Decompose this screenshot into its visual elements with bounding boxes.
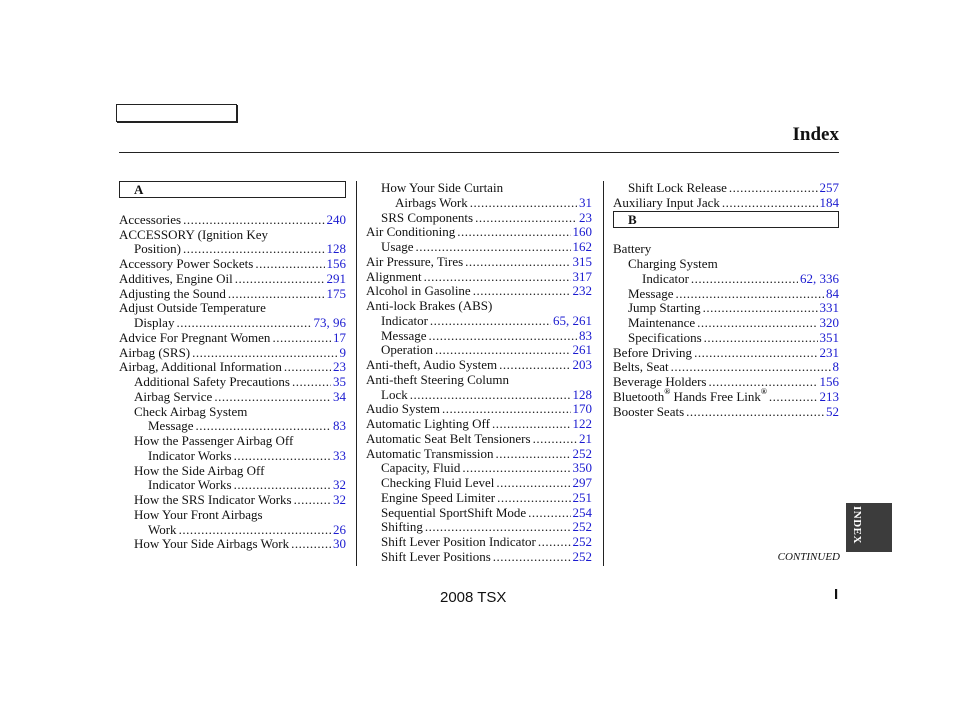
index-entry[interactable] — [366, 550, 592, 565]
dot-leader — [528, 506, 570, 521]
dot-leader — [183, 213, 324, 228]
index-entry[interactable] — [366, 358, 592, 373]
dot-leader — [192, 346, 337, 361]
index-entry-page-link[interactable]: 291 — [326, 270, 346, 286]
index-entry-page-link[interactable]: 160 — [572, 224, 592, 240]
index-entry-page-link[interactable]: 35 — [333, 374, 346, 389]
index-entry-page-link[interactable]: 156 — [326, 256, 346, 271]
index-column-2 — [366, 181, 592, 565]
index-entry-page-link[interactable]: 8 — [832, 359, 839, 375]
index-entry-term: Charging System — [628, 256, 718, 271]
index-entry-term: Shift Lever Position Indicator — [381, 534, 536, 549]
dot-leader — [292, 375, 331, 390]
index-entry-page-link[interactable]: 315 — [572, 253, 592, 269]
index-entry-term: How Your Side Airbags Work — [134, 536, 290, 552]
index-entry[interactable] — [366, 491, 592, 506]
index-entry-term: Additives, Engine Oil — [119, 270, 233, 286]
dot-leader — [499, 358, 570, 373]
index-entry[interactable] — [366, 461, 592, 476]
dot-leader — [538, 535, 571, 550]
index-entry-term: Anti-lock Brakes (ABS) — [366, 298, 493, 313]
index-entry[interactable] — [613, 287, 839, 302]
index-entry-term: Indicator Works — [148, 447, 232, 463]
index-entry-term: Belts, Seat — [613, 359, 669, 375]
index-entry[interactable] — [119, 537, 346, 552]
index-entry-term: Auxiliary Input Jack — [613, 194, 720, 210]
index-entry-term: Lock — [381, 386, 408, 402]
index-entry[interactable] — [366, 270, 592, 285]
dot-leader — [722, 196, 818, 211]
index-entry-term: Sequential SportShift Mode — [381, 504, 527, 520]
index-entry-page-link[interactable]: 252 — [572, 534, 592, 549]
dot-leader — [462, 461, 570, 476]
index-entry[interactable] — [119, 360, 346, 375]
index-entry-term: How Your Side Curtain — [381, 180, 504, 195]
index-entry — [119, 464, 346, 479]
index-entry-term: Check Airbag System — [134, 403, 248, 419]
index-entry[interactable] — [119, 272, 346, 287]
index-entry-page-link[interactable]: 261 — [572, 342, 592, 358]
index-entry-page-link[interactable]: 128 — [326, 241, 346, 257]
index-entry-term: Airbag (SRS) — [119, 344, 191, 360]
index-entry-page-link[interactable]: 33 — [333, 447, 346, 463]
dot-leader — [475, 211, 577, 226]
dot-leader — [176, 316, 311, 331]
index-entry[interactable] — [119, 213, 346, 228]
index-entry-term: Automatic Transmission — [366, 445, 494, 461]
index-entry[interactable] — [366, 240, 592, 255]
dot-leader — [425, 520, 571, 535]
index-entry — [613, 257, 839, 272]
column-divider-2 — [603, 181, 604, 566]
index-letter-heading: B — [613, 211, 839, 228]
index-entry[interactable] — [613, 196, 839, 211]
dot-leader — [234, 449, 331, 464]
index-entry[interactable] — [119, 316, 346, 331]
index-entry-term: How the Side Airbag Off — [134, 462, 265, 478]
index-entry-page-link[interactable]: 170 — [572, 401, 592, 417]
index-tab-label: INDEX — [851, 506, 863, 544]
index-entry-term: Beverage Holders — [613, 374, 707, 389]
index-entry-term: Adjust Outside Temperature — [119, 300, 266, 316]
index-entry[interactable] — [119, 493, 346, 508]
index-entry[interactable] — [613, 405, 839, 420]
index-entry[interactable] — [119, 346, 346, 361]
index-entry-page-link[interactable]: 317 — [572, 268, 592, 284]
index-entry[interactable] — [613, 360, 839, 375]
index-entry-page-link[interactable]: 240 — [326, 211, 346, 227]
index-entry[interactable] — [366, 520, 592, 535]
index-entry-page-link[interactable]: 156 — [819, 374, 839, 389]
index-entry — [119, 405, 346, 420]
dot-leader — [291, 537, 331, 552]
index-letter-heading: A — [119, 181, 346, 198]
index-entry-page-link[interactable]: 23 — [579, 209, 592, 225]
index-entry-page-link[interactable]: 231 — [819, 344, 839, 360]
index-entry[interactable] — [366, 314, 592, 329]
dot-leader — [497, 491, 570, 506]
dot-leader — [214, 390, 331, 405]
index-entry-term: Airbags Work — [395, 194, 468, 210]
index-entry[interactable] — [119, 287, 346, 302]
dot-leader — [769, 390, 818, 405]
dot-leader — [533, 432, 577, 447]
index-entry-term: Shift Lever Positions — [381, 548, 491, 564]
index-entry-page-link[interactable]: 350 — [572, 460, 592, 476]
dot-leader — [272, 331, 331, 346]
index-entry[interactable] — [613, 331, 839, 346]
index-entry-page-link[interactable]: 83 — [333, 418, 346, 434]
index-entry-term: Before Driving — [613, 344, 693, 360]
index-entry[interactable] — [119, 390, 346, 405]
index-entry-page-link[interactable]: 62, 336 — [800, 270, 839, 286]
index-entry-term: ACCESSORY (Ignition Key — [119, 226, 269, 242]
index-entry-page-link[interactable]: 34 — [333, 388, 346, 404]
index-entry-term: Work — [148, 521, 177, 537]
index-entry[interactable] — [366, 343, 592, 358]
index-entry-term: Anti-theft Steering Column — [366, 371, 509, 387]
index-entry-page-link[interactable]: 252 — [572, 519, 592, 535]
index-entry — [119, 508, 346, 523]
index-entry-page-link[interactable]: 32 — [333, 492, 346, 507]
spacer — [119, 198, 346, 213]
index-entry-page-link[interactable]: 252 — [572, 445, 592, 461]
dot-leader — [691, 272, 798, 287]
index-entry-page-link[interactable]: 203 — [572, 357, 592, 372]
index-entry-page-link[interactable]: 32 — [333, 477, 346, 493]
index-entry-term: Message — [381, 327, 427, 343]
dot-leader — [228, 287, 325, 302]
index-entry-term: Automatic Seat Belt Tensioners — [366, 430, 531, 446]
page-number: I — [834, 586, 839, 603]
index-entry-term: Shift Lock Release — [628, 180, 727, 195]
index-entry-term: Automatic Lighting Off — [366, 416, 490, 431]
index-entry[interactable] — [366, 476, 592, 491]
dot-leader — [457, 225, 570, 240]
column-divider-1 — [356, 181, 357, 566]
index-entry[interactable] — [366, 329, 592, 344]
index-entry[interactable] — [366, 196, 592, 211]
index-entry[interactable] — [366, 284, 592, 299]
dot-leader — [496, 447, 571, 462]
dot-leader — [429, 329, 578, 344]
dot-leader — [442, 402, 570, 417]
index-entry-page-link[interactable]: 252 — [572, 548, 592, 564]
index-entry-term: Accessory Power Sockets — [119, 256, 254, 271]
index-entry-term: Additional Safety Precautions — [134, 374, 290, 389]
index-entry[interactable] — [119, 478, 346, 493]
dot-leader — [703, 301, 818, 316]
dot-leader — [473, 284, 571, 299]
dot-leader — [470, 196, 577, 211]
index-entry-term: Operation — [381, 342, 433, 358]
index-entry[interactable] — [119, 419, 346, 434]
dot-leader — [729, 181, 818, 196]
index-entry-term: How Your Front Airbags — [134, 506, 263, 522]
index-entry-page-link[interactable]: 184 — [819, 194, 839, 210]
index-entry-term: Adjusting the Sound — [119, 285, 226, 301]
index-entry[interactable] — [119, 331, 346, 346]
index-entry — [366, 373, 592, 388]
index-entry-term: Alcohol in Gasoline — [366, 283, 471, 299]
index-entry[interactable] — [366, 506, 592, 521]
index-entry[interactable] — [366, 447, 592, 462]
index-column-1 — [119, 181, 346, 552]
index-entry[interactable] — [366, 255, 592, 270]
page-title: Index — [792, 124, 839, 145]
index-entry-page-link[interactable]: 257 — [819, 180, 839, 195]
index-entry — [119, 301, 346, 316]
index-entry-term: Display — [134, 315, 175, 330]
dot-leader — [234, 478, 331, 493]
index-entry-term: Specifications — [628, 329, 702, 345]
index-entry[interactable] — [613, 301, 839, 316]
index-entry-term: Maintenance — [628, 315, 696, 330]
index-entry-term: Message — [148, 418, 194, 434]
index-entry-page-link[interactable]: 254 — [572, 504, 592, 520]
index-entry — [366, 181, 592, 196]
index-entry-page-link[interactable]: 73, 96 — [313, 315, 346, 330]
dot-leader — [235, 272, 325, 287]
index-entry-page-link[interactable]: 351 — [819, 329, 839, 345]
index-entry-page-link[interactable]: 52 — [826, 403, 839, 419]
index-entry-term: Indicator — [381, 312, 428, 328]
index-entry-term: Accessories — [119, 211, 182, 227]
index-entry[interactable] — [613, 181, 839, 196]
index-entry-page-link[interactable]: 162 — [572, 239, 592, 254]
index-entry-term: How the Passenger Airbag Off — [134, 433, 294, 448]
index-entry-term: Alignment — [366, 268, 422, 284]
dot-leader — [294, 493, 331, 508]
dot-leader — [676, 287, 825, 302]
index-entry-term: Air Pressure, Tires — [366, 253, 464, 269]
index-entry[interactable] — [119, 523, 346, 538]
dot-leader — [284, 360, 331, 375]
header-rule — [119, 152, 839, 153]
index-entry-term: SRS Components — [381, 209, 474, 225]
index-entry[interactable] — [119, 449, 346, 464]
dot-leader — [697, 316, 817, 331]
index-entry-term: Battery — [613, 241, 652, 257]
dot-leader — [416, 240, 571, 255]
index-entry[interactable] — [613, 375, 839, 390]
index-entry-page-link[interactable]: 17 — [333, 329, 346, 345]
index-entry-term: Usage — [381, 239, 414, 254]
index-entry[interactable] — [366, 225, 592, 240]
index-entry-page-link[interactable]: 213 — [819, 388, 839, 404]
dot-leader — [704, 331, 818, 346]
index-entry — [119, 228, 346, 243]
dot-leader — [435, 343, 571, 358]
index-entry[interactable] — [366, 432, 592, 447]
index-entry-page-link[interactable]: 320 — [819, 315, 839, 330]
index-entry[interactable] — [613, 387, 839, 405]
dot-leader — [465, 255, 570, 270]
index-entry-term: Position) — [134, 241, 181, 257]
index-entry[interactable] — [613, 346, 839, 361]
dot-leader — [196, 419, 332, 434]
index-entry-page-link[interactable]: 30 — [333, 536, 346, 552]
index-entry-term: Anti-theft, Audio System — [366, 357, 498, 372]
header-blank-box — [116, 104, 237, 122]
index-entry-page-link[interactable]: 26 — [333, 521, 346, 537]
index-entry[interactable] — [119, 257, 346, 272]
dot-leader — [183, 242, 325, 257]
footer-model: 2008 TSX — [440, 589, 507, 606]
index-entry-page-link[interactable]: 9 — [339, 344, 346, 360]
index-entry-page-link[interactable]: 175 — [326, 285, 346, 301]
index-entry[interactable] — [366, 211, 592, 226]
index-column-3 — [613, 181, 839, 419]
index-entry-page-link[interactable]: 331 — [819, 300, 839, 316]
dot-leader — [694, 346, 817, 361]
index-entry[interactable] — [613, 272, 839, 287]
index-entry-page-link[interactable]: 21 — [579, 430, 592, 446]
index-entry-term: Advice For Pregnant Women — [119, 329, 271, 345]
dot-leader — [686, 405, 824, 420]
continued-note: CONTINUED — [777, 551, 840, 563]
index-entry-page-link[interactable]: 83 — [579, 327, 592, 343]
index-entry-term: Shifting — [381, 519, 423, 535]
index-entry[interactable] — [119, 242, 346, 257]
index-entry-term: Indicator Works — [148, 477, 232, 493]
index-entry[interactable] — [366, 388, 592, 403]
index-entry — [366, 299, 592, 314]
index-entry-term: Airbag Service — [134, 388, 213, 404]
dot-leader — [179, 523, 331, 538]
dot-leader — [492, 417, 571, 432]
index-entry-term: Engine Speed Limiter — [381, 489, 496, 505]
index-entry[interactable] — [119, 375, 346, 390]
index-entry-term: Checking Fluid Level — [381, 475, 495, 490]
index-entry-term: Air Conditioning — [366, 224, 456, 240]
dot-leader — [496, 476, 570, 491]
dot-leader — [424, 270, 571, 285]
index-entry[interactable] — [366, 535, 592, 550]
index-entry[interactable] — [366, 402, 592, 417]
index-entry-term: Indicator — [642, 270, 689, 286]
index-entry-term: How the SRS Indicator Works — [134, 492, 292, 507]
index-entry — [613, 242, 839, 257]
index-entry[interactable] — [613, 316, 839, 331]
index-entry-term: Booster Seats — [613, 403, 685, 419]
index-entry-page-link[interactable]: 128 — [572, 386, 592, 402]
dot-leader — [671, 360, 831, 375]
index-entry-term: Audio System — [366, 401, 441, 417]
index-entry-page-link[interactable]: 23 — [333, 359, 346, 375]
index-entry-term: Message — [628, 285, 674, 301]
dot-leader — [430, 314, 551, 329]
dot-leader — [410, 388, 571, 403]
index-entry — [119, 434, 346, 449]
index-entry-page-link[interactable]: 65, 261 — [553, 312, 592, 328]
index-entry-page-link[interactable]: 84 — [826, 285, 839, 301]
dot-leader — [493, 550, 571, 565]
index-entry-page-link[interactable]: 232 — [572, 283, 592, 299]
dot-leader — [255, 257, 324, 272]
index-entry-page-link[interactable]: 251 — [572, 489, 592, 505]
index-entry[interactable] — [366, 417, 592, 432]
index-entry-term: Airbag, Additional Information — [119, 359, 282, 375]
index-entry-term: Jump Starting — [628, 300, 701, 316]
index-entry-page-link[interactable]: 122 — [572, 416, 592, 431]
spacer — [613, 228, 839, 243]
index-entry-term: Capacity, Fluid — [381, 460, 461, 476]
index-entry-page-link[interactable]: 297 — [572, 475, 592, 490]
index-entry-term: Bluetooth® Hands Free Link® — [613, 387, 767, 404]
index-entry-page-link[interactable]: 31 — [579, 194, 592, 210]
